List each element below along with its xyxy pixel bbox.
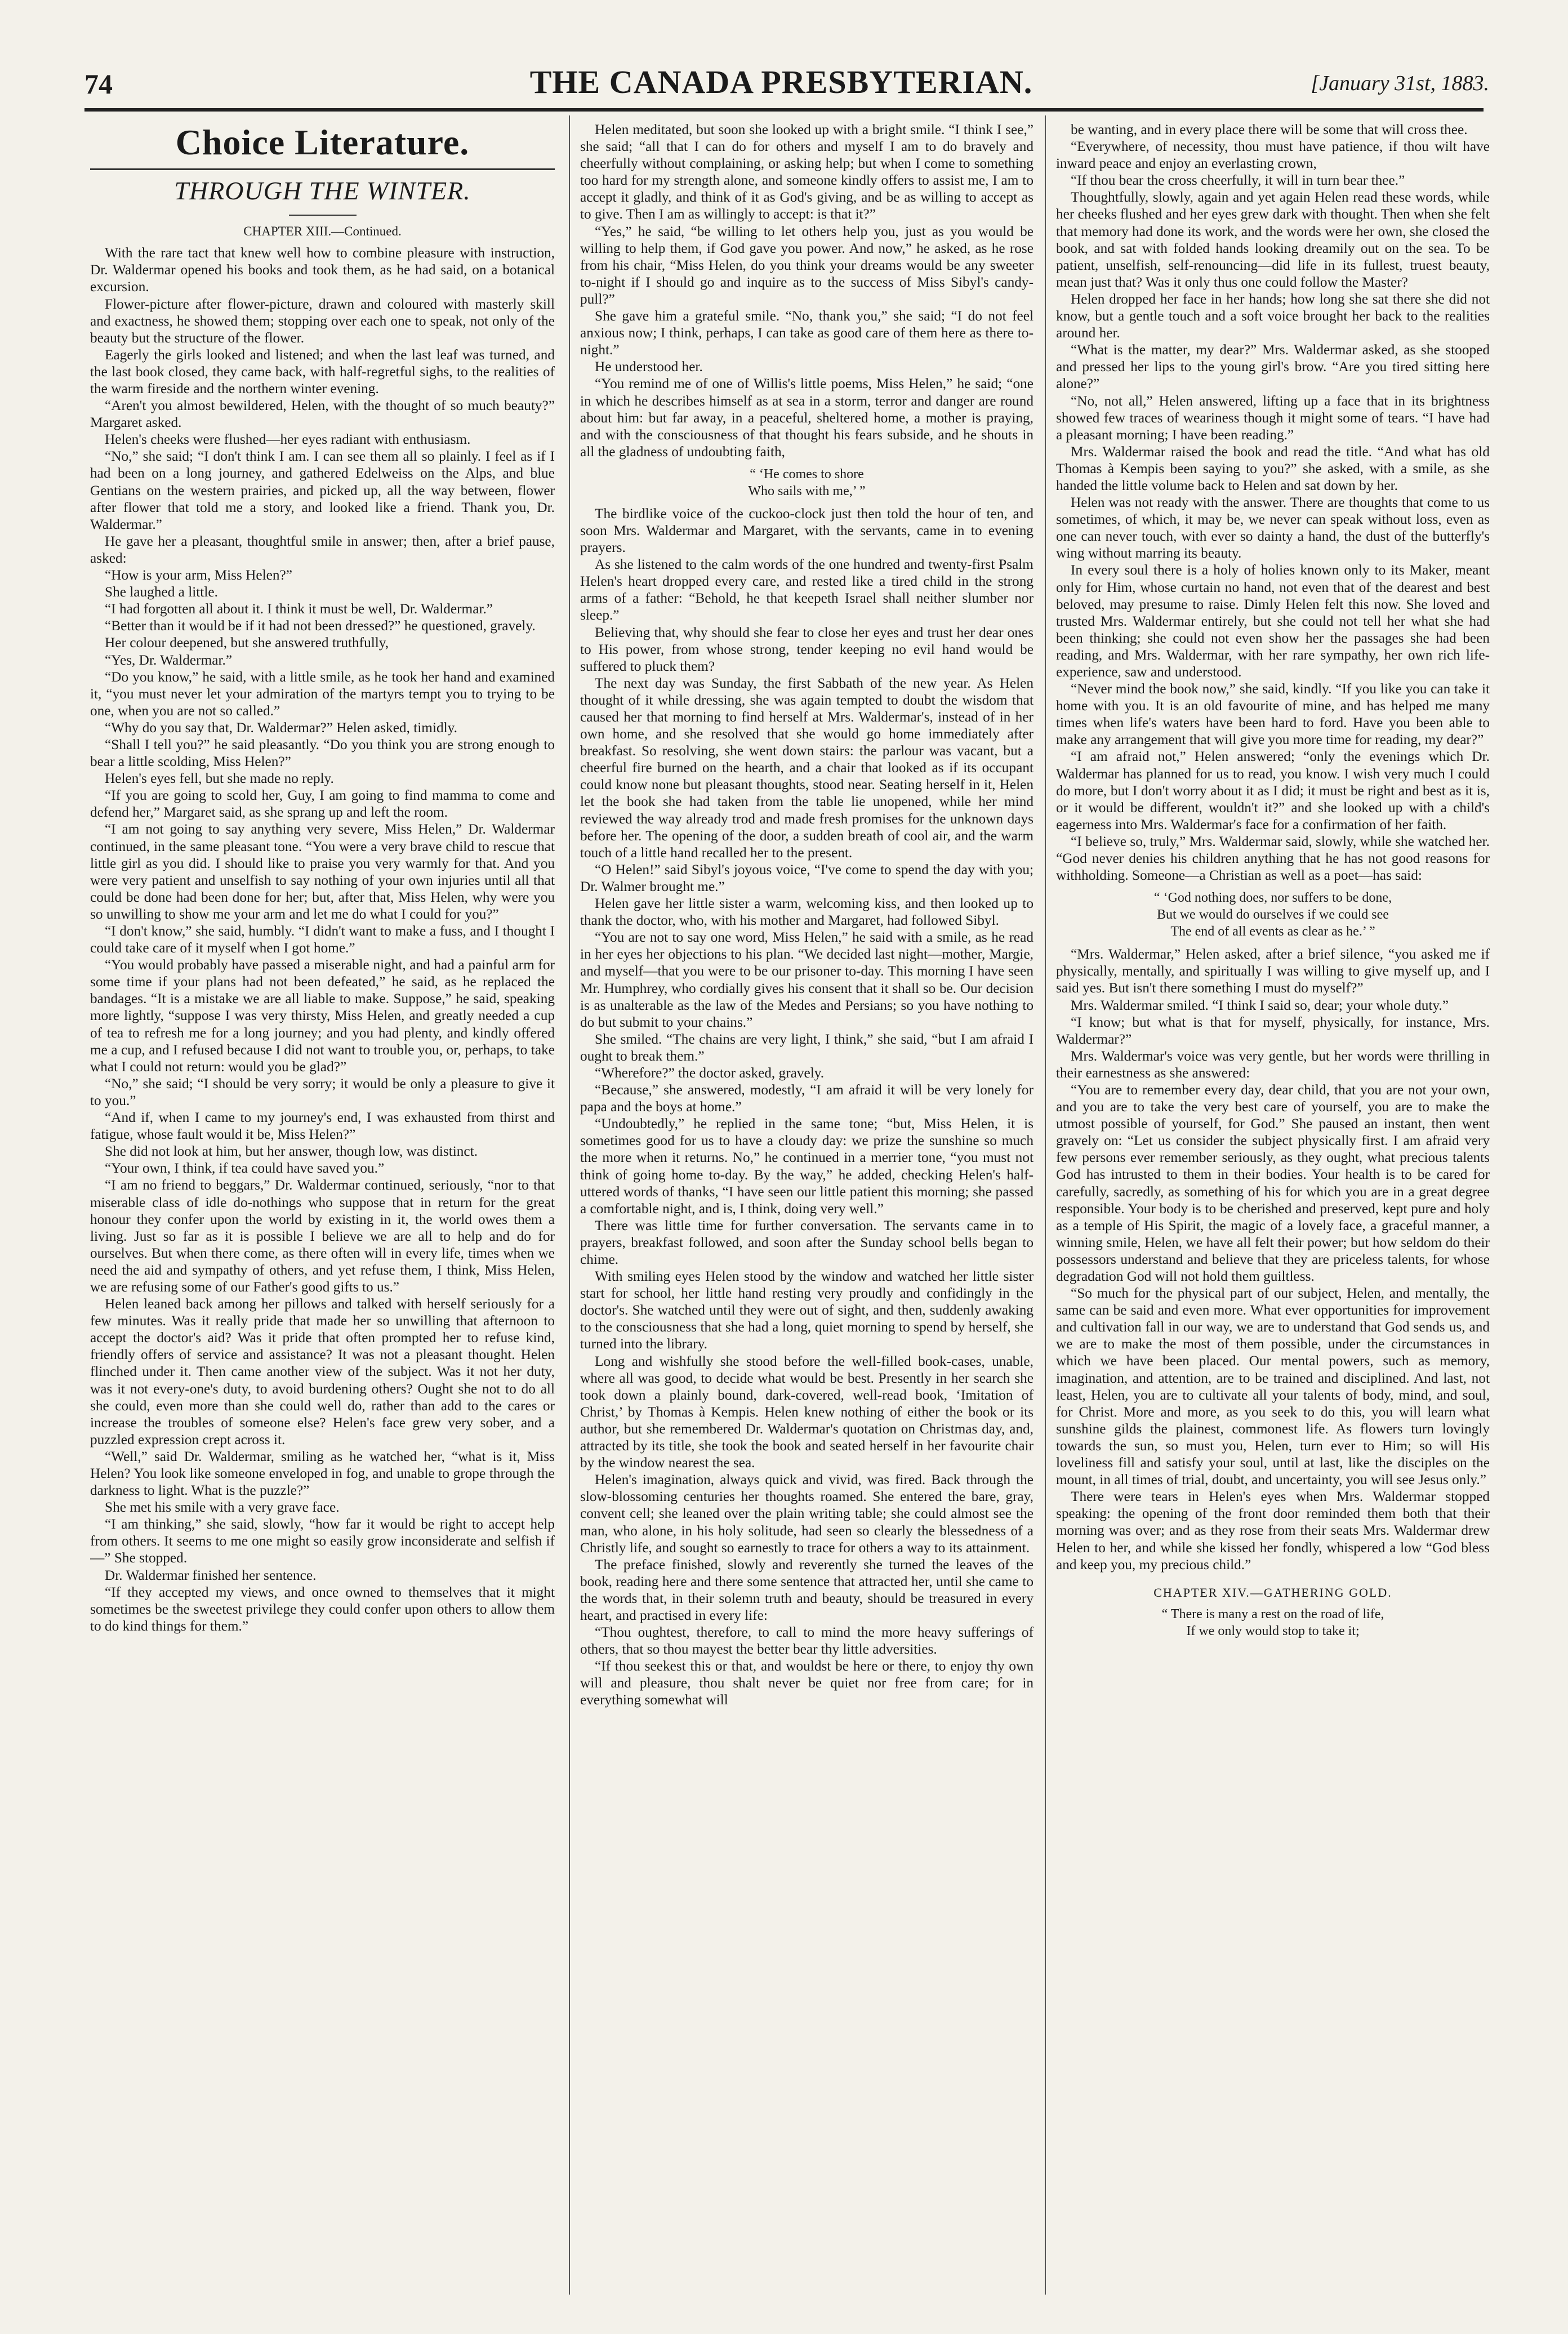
paragraph: There was little time for further conversation. The servants came in to prayers, breakfast followed, and soon after the Sunday school bells began to chime. [580,1217,1034,1267]
poem-excerpt [1056,1606,1490,1640]
poem-line: “ ‘God nothing does, nor suffers to be done, [1153,890,1392,906]
paragraph: Helen's cheeks were flushed—her eyes radiant with enthusiasm. [105,431,471,448]
poem-line: But we would do ourselves if we could see [1157,907,1389,923]
paragraph: Dr. Waldermar finished her sentence. [105,1567,317,1583]
paragraph: “If thou seekest this or that, and wouldst be here or there, to enjoy thy own will and pleasure, thou shalt never be quiet nor free from care; for in everything somewhat will [580,1658,1034,1708]
paragraph: “No, not all,” Helen answered, lifting up a face that in its brightness showed few traces of weariness though it might some of tears. “I have had a pleasant morning; I have been reading.” [1056,393,1490,443]
column-1 [90,121,555,2295]
paragraph: She smiled. “The chains are very light, I think,” she said, “but I am afraid I ought to break them.” [580,1031,1034,1064]
paragraph: Helen leaned back among her pillows and talked with herself seriously for a few minutes. Was it really pride that made her so unwilling that afternoon to accept the doctor's aid? Was it pride that often prompted her to refuse kind, friendly offers of service and assistance? It was not a pleasant thought. Helen flinched under it. Then came another view of the subject. Was it not her duty, was it not every-one's duty, to avoid burdening others? Ought she not to do all she could, even more than she could well do, rather than add to the cares or increase the troubles of someone else? Helen's face grew very sober, and a puzzled expression crept across it. [90,1296,555,1447]
story-rule [289,215,357,216]
section-title: Choice Literature. [175,122,470,162]
paragraph: “O Helen!” said Sibyl's joyous voice, “I've come to spend the day with you; Dr. Walmer brought me.” [580,861,1034,894]
page-number: 74 [84,68,113,100]
paragraph: “Everywhere, of necessity, thou must have patience, if thou wilt have inward peace and enjoy an everlasting crown, [1056,139,1490,172]
paragraph: The next day was Sunday, the first Sabbath of the new year. As Helen thought of it while dressing, she was again tempted to doubt the wisdom that caused her that morning to find herself at Mrs. Waldermar's, instead of in her own home, and she resolved that she would go home immediately after breakfast. So resolving, she went down stairs: the parlour was vacant, but a cheerful fire burned on the hearth, and a chair that looked as if its occupant could know none but pleasant thoughts, stood near. Seating herself in it, Helen let the book she had taken from the table lie unopened, while her mind reviewed the way already trod and made fresh promises for the unknown days before her. The opening of the door, a sudden breath of cool air, and the warm touch of a little hand recalled her to the present. [580,675,1034,861]
paragraph: She did not look at him, but her answer, though low, was distinct. [105,1143,478,1160]
poem-line: Who sails with me,’ ” [748,483,866,498]
masthead-rule [84,108,1484,112]
paragraph: “Your own, I think, if tea could have saved you.” [105,1160,385,1177]
poem-line: If we only would stop to take it; [1186,1623,1360,1638]
paragraph: As she listened to the calm words of the one hundred and twenty-first Psalm Helen's heart dropped every care, and rested like a tired child in the strong arms of a father: “Behold, he that keepeth Israel shall neither slumber nor sleep.” [580,556,1034,623]
column-divider [1045,115,1046,2295]
paragraph: “I don't know,” she said, humbly. “I didn't want to make a fuss, and I thought I could take care of it myself when I got home.” [90,923,555,956]
paragraph: “Well,” said Dr. Waldermar, smiling as he watched her, “what is it, Miss Helen? You look like someone enveloped in fog, and unable to grope through the darkness to light. What is the puzzle?” [90,1448,555,1499]
paragraph: “I had forgotten all about it. I think it must be well, Dr. Waldermar.” [105,601,493,617]
poem-excerpt [1056,889,1490,940]
paragraph: “If thou bear the cross cheerfully, it will in turn bear thee.” [1071,172,1405,189]
paragraph: “I believe so, truly,” Mrs. Waldermar said, slowly, while she watched her. “God never denies his children anything that he has not good reasons for withholding. Someone—a Christian as well as a poet—has said: [1056,833,1490,884]
poem-line: “ There is many a rest on the road of life, [1161,1606,1384,1622]
paragraph: With the rare tact that knew well how to combine pleasure with instruction, Dr. Waldermar opened his books and took them, as he had said, on a botanical excursion. [90,245,555,295]
chapter-heading: CHAPTER XIV.—GATHERING GOLD. [1153,1585,1392,1600]
paragraph: “Thou oughtest, therefore, to call to mind the more heavy sufferings of others, that so thou mayest the better bear thy little adversities. [580,1624,1034,1658]
column-2 [580,121,1034,2295]
paragraph: “Never mind the book now,” she said, kindly. “If you like you can take it home with you. It is an old favourite of mine, and has helped me many times when life's waters have been hard to ford. Have you been able to make any arrangement that will give you more time for reading, my dear?” [1056,681,1490,748]
paragraph: Eagerly the girls looked and listened; and when the last leaf was turned, and the last book closed, they came back, with half-regretful sighs, to the realities of the warm fireside and the northern winter evening. [90,346,555,397]
paragraph: Helen's eyes fell, but she made no reply. [105,770,334,787]
paragraph: With smiling eyes Helen stood by the window and watched her little sister start for school, her little hand resting very proudly and confidingly in the doctor's. She watched until they were out of sight, and then, suddenly awaking to the consciousness that she had a long, quiet morning to spend by herself, she turned into the library. [580,1268,1034,1352]
paragraph: “So much for the physical part of our subject, Helen, and mentally, the same can be said and even more. What ever opportunities for improvement and cultivation fall in our way, we are to understand that God sends us, and we are to make the most of them possible, under the circumstances in which we have been placed. Our mental powers, such as memory, imagination, and attention, are to be trained and disciplined. And last, not least, Helen, you are to cultivate all your talents of body, mind, and soul, for Christ. More and more, as you seek to do this, you will learn what sunshine gilds the plainest, commonest life. As flowers turn lovingly towards the sun, so must you, Helen, turn ever to Him; so will His loveliness fill and satisfy your soul, until at last, like the disciples on the mount, in all times of trial, doubt, and uncertainty, you will see Jesus only.” [1056,1285,1490,1488]
poem-line: The end of all events as clear as he.’ ” [1170,924,1375,939]
column-3 [1056,121,1490,2295]
section-rule [90,168,555,170]
paragraph: She met his smile with a very grave face. [105,1499,340,1516]
paragraph: “Do you know,” he said, with a little smile, as he took her hand and examined it, “you must never let your admiration of the martyrs tempt you to trying to be one, when you are not so called.” [90,669,555,719]
paragraph: Long and wishfully she stood before the well-filled book-cases, unable, where all was good, to decide what would be best. Presently in her search she took down a plainly bound, dark-covered, well-read book, ‘Imitation of Christ,’ by Thomas à Kempis. Helen knew nothing of either the book or its author, but she remembered Dr. Waldermar's quotation on Christmas day, and, attracted by its title, she took the book and seated herself in her favourite chair by the window nearest the sea. [580,1353,1034,1471]
paragraph: “You would probably have passed a miserable night, and had a painful arm for some time if your plans had not been defeated,” he said, as he replaced the bandages. “It is a mistake we are all liable to make. Suppose,” he said, speaking more lightly, “suppose I was very thirsty, Miss Helen, and greatly needed a cup of tea to refresh me for a long journey; and you had plenty, and kindly offered me a cup, and I refused because I did not want to trouble you, or, perhaps, to take what I could not return: would you be glad?” [90,957,555,1075]
column-divider [569,115,570,2295]
paragraph: “No,” she said; “I don't think I am. I can see them all so plainly. I feel as if I had been on a long journey, and gathered Edelweiss on the Alps, and blue Gentians on the western prairies, and picked up, all the way between, flower after flower that told me a story, and looked like a friend. Thank you, Dr. Waldermar.” [90,448,555,532]
issue-date: [January 31st, 1883. [1311,72,1489,95]
paragraph: Mrs. Waldermar raised the book and read the title. “And what has old Thomas à Kempis been saying to you?” she asked, with a smile, as she handed the little volume back to Helen and sat down by her. [1056,443,1490,493]
story-title: THROUGH THE WINTER. [174,176,471,206]
paragraph: “Mrs. Waldermar,” Helen asked, after a brief silence, “you asked me if physically, mentally, and spiritually I was willing to give myself up, and I said yes. But isn't there something I must do myself?” [1056,946,1490,996]
paragraph: She laughed a little. [105,584,218,600]
paragraph: Flower-picture after flower-picture, drawn and coloured with masterly skill and exactness, he showed them; stopping over each one to speak, not only of the beauty but the structure of the flower. [90,296,555,346]
paragraph: “Wherefore?” the doctor asked, gravely. [595,1064,825,1081]
paragraph: Helen meditated, but soon she looked up with a bright smile. “I think I see,” she said; “all that I can do for others and myself I am to do bravely and cheerfully without complaining, or asking help; but when I come to something too hard for my strength alone, and someone kindly offers to assist me, I am to accept it gladly, and think of it as God's giving, and be as willing to accept as to give. Then I am as willingly to accept: is that it?” [580,122,1034,222]
paragraph: She gave him a grateful smile. “No, thank you,” she said; “I do not feel anxious now; I think, perhaps, I can take as good care of them here as there to-night.” [580,308,1034,358]
paragraph: “You remind me of one of Willis's little poems, Miss Helen,” he said; “one in which he describes himself as at sea in a storm, terror and danger are round about him: but far away, in a peaceful, sheltered home, a mother is praying, and with the consciousness of that thought his fears subside, and he shouts in all the gladness of undoubting faith, [580,376,1034,460]
paragraph: “If they accepted my views, and once owned to themselves that it might sometimes be the sweetest privilege they could confer upon others to allow them to do kind things for them.” [90,1584,555,1634]
paragraph: “And if, when I came to my journey's end, I was exhausted from thirst and fatigue, whose fault would it be, Miss Helen?” [90,1110,555,1143]
paragraph: Believing that, why should she fear to close her eyes and trust her dear ones to His power, from whose strong, tender keeping no evil hand would be suffered to pluck them? [580,624,1034,674]
column-body [580,121,1034,1709]
paragraph: He understood her. [595,359,703,375]
paragraph: “You are to remember every day, dear child, that you are not your own, and you are to take the very best care of yourself, you are to make the utmost possible of yourself, for God.” She paused an instant, then went gravely on: “Let us consider the subject physically first. I am afraid very few persons ever remember seriously, as they ought, what precious talents God has intrusted to them in their bodies. Your health is to be cared for carefully, sacredly, as something of his for which you are in a great degree responsible. Your body is to be cherished and preserved, kept pure and holy as a temple of His Spirit, the magic of a lovely face, a graceful manner, a winning smile, Helen, we have all felt their power; but how seldom do their possessors understand and believe that they are priceless talents, for whose degradation God will not hold them guiltless. [1056,1081,1490,1284]
paragraph: “If you are going to scold her, Guy, I am going to find mamma to come and defend her,” Margaret said, as she sprang up and left the room. [90,787,555,821]
newspaper-title: THE CANADA PRESBYTERIAN. [529,64,1033,100]
paragraph: He gave her a pleasant, thoughtful smile in answer; then, after a brief pause, asked: [90,533,555,566]
paragraph: Helen dropped her face in her hands; how long she sat there she did not know, but a gentle touch and a soft voice brought her back to the realities around her. [1056,291,1490,341]
paragraph: Mrs. Waldermar smiled. “I think I said so, dear; your whole duty.” [1071,997,1449,1013]
paragraph: “Shall I tell you?” he said pleasantly. “Do you think you are strong enough to bear a little scolding, Miss Helen?” [90,736,555,770]
paragraph: “I am not going to say anything very severe, Miss Helen,” Dr. Waldermar continued, in the same pleasant tone. “You were a very brave child to rescue that little girl as you did. I should like to praise you very warmly for that. And you were very patient and unselfish to say nothing of your own injuries until all that could be done had been done for her; but, after that, Miss Helen, why were you so unwilling to show me your arm and let me do what I could for you?” [90,821,555,922]
paragraph: Helen was not ready with the answer. There are thoughts that come to us sometimes, of which, it may be, we never can speak without loss, even as one can never touch, with ever so dainty a hand, the dust of the butterfly's wing without marring its beauty. [1056,495,1490,562]
paragraph: “How is your arm, Miss Helen?” [105,567,292,584]
paragraph: be wanting, and in every place there will be some that will cross thee. [1071,122,1468,137]
paragraph: “Yes,” he said, “be willing to let others help you, just as you would be willing to help them, if God gave you power. And now,” he asked, as he rose from his chair, “Miss Helen, do you think your dreams would be any sweeter to-night if I should go and inquire as to the success of Miss Sibyl's candy-pull?” [580,223,1034,307]
paragraph: There were tears in Helen's eyes when Mrs. Waldermar stopped speaking: the opening of the front door reminded them both that their morning was over; and as they rose from their seats Mrs. Waldermar drew Helen to her, and while she kissed her fondly, whispered a low “God bless and keep you, my precious child.” [1056,1489,1490,1573]
paragraph: “Undoubtedly,” he replied in the same tone; “but, Miss Helen, it is sometimes good for us to have a cloudy day: we prize the sunshine so much the more when it returns. No,” he continued in a merrier tone, “you must not think of going home to-day. By the way,” he added, checking Helen's half-uttered words of thanks, “I have seen our little patient this morning; she passed a comfortable night, and is, I think, doing very well.” [580,1116,1034,1217]
paragraph: Thoughtfully, slowly, again and yet again Helen read these words, while her cheeks flushed and her eyes grew dark with thought. Then when she felt that memory had done its work, and the words were her own, she closed the book, and sat with folded hands looking dreamily out on the sea. To be patient, unselfish, self-renouncing—did life in its fullest, truest beauty, mean just that? Was it only thus one could follow the Master? [1056,189,1490,290]
paragraph: The preface finished, slowly and reverently she turned the leaves of the book, reading here and there some sentence that attracted her, until she came to the words that, in their solemn truth and beauty, should be treasured in every heart, and practised in every life: [580,1556,1034,1623]
paragraph: “You are not to say one word, Miss Helen,” he said with a smile, as he read in her eyes her objections to his plan. “We decided last night—mother, Margie, and myself—that you were to be our prisoner to-day. This morning I have seen Mr. Humphrey, who cordially gives his consent that it shall so be. Our decision is as unalterable as the law of the Medes and Persians; so you have nothing to do but submit to your chains.” [580,929,1034,1030]
paragraph: “Better than it would be if it had not been dressed?” he questioned, gravely. [105,618,536,634]
paragraph: Helen gave her little sister a warm, welcoming kiss, and then looked up to thank the doctor, who, with his mother and Margaret, had followed Sibyl. [580,896,1034,929]
paragraph: Helen's imagination, always quick and vivid, was fired. Back through the slow-blossoming centuries her thoughts roamed. She entered the bare, gray, convent cell; she leaned over the plain writing table; she could almost see the man, who alone, in his holy solitude, had seen so clearly the blessedness of a Christly life, and sought so earnestly to trace for others a way to its attainment. [580,1472,1034,1556]
paragraph: “What is the matter, my dear?” Mrs. Waldermar asked, as she stooped and pressed her lips to the young girl's brow. “Are you tired sitting here alone?” [1056,342,1490,392]
paragraph: Mrs. Waldermar's voice was very gentle, but her words were thrilling in their earnestness as she answered: [1056,1048,1490,1081]
paragraph: “No,” she said; “I should be very sorry; it would be only a pleasure to give it to you.” [90,1075,555,1108]
poem-line: “ ‘He comes to shore [750,466,864,482]
column-body [1056,121,1490,1640]
paragraph: “I am afraid not,” Helen answered; “only the evenings which Dr. Waldermar has planned for us to read, you know. I wish very much I could do more, but I don't worry about it as I did; it must be right and best as it is, or it would be different, wouldn't it?” and she looked up with a child's eagerness into Mrs. Waldermar's face for a confirmation of her faith. [1056,749,1490,832]
paragraph: Her colour deepened, but she answered truthfully, [105,635,389,651]
paragraph: “Yes, Dr. Waldermar.” [105,652,233,668]
column-body [90,244,555,1634]
paragraph: “Because,” she answered, modestly, “I am afraid it will be very lonely for papa and the boys at home.” [580,1082,1034,1115]
paragraph: “Why do you say that, Dr. Waldermar?” Helen asked, timidly. [105,719,457,736]
paragraph: In every soul there is a holy of holies known only to its Maker, meant only for Him, whose curtain no hand, not even that of the dearest and best beloved, may presume to raise. Dimly Helen felt this now. She loved and trusted Mrs. Waldermar entirely, but she could not tell her what she had been thinking; she could not even show her the passages she had been reading, and Mrs. Waldermar, with her rare sympathy, her own rich life-experience, saw and understood. [1056,562,1490,680]
paragraph: The birdlike voice of the cuckoo-clock just then told the hour of ten, and soon Mrs. Waldermar and Margaret, with the servants, came in to evening prayers. [580,505,1034,556]
paragraph: “I know; but what is that for myself, physically, for instance, Mrs. Waldermar?” [1056,1014,1490,1047]
poem-excerpt [580,466,1034,500]
chapter-heading: CHAPTER XIII.—Continued. [243,224,402,238]
masthead [73,63,1489,103]
paragraph: “I am no friend to beggars,” Dr. Waldermar continued, seriously, “nor to that miserable class of idle do-nothings who suppose that in return for the great honour they confer upon the world by existing in it, the world owes them a living. Just so far as it is possible I believe we are all to help and do for ourselves. But when there come, as there often will in every life, times when we need the aid and sympathy of others, and yet refuse them, I think, Miss Helen, we are refusing some of our Father's good gifts to us.” [90,1177,555,1295]
paragraph: “Aren't you almost bewildered, Helen, with the thought of so much beauty?” Margaret asked. [90,398,555,431]
paragraph: “I am thinking,” she said, slowly, “how far it would be right to accept help from others. It seems to me one might so easily grow inconsiderate and selfish if—” She stopped. [90,1516,555,1566]
